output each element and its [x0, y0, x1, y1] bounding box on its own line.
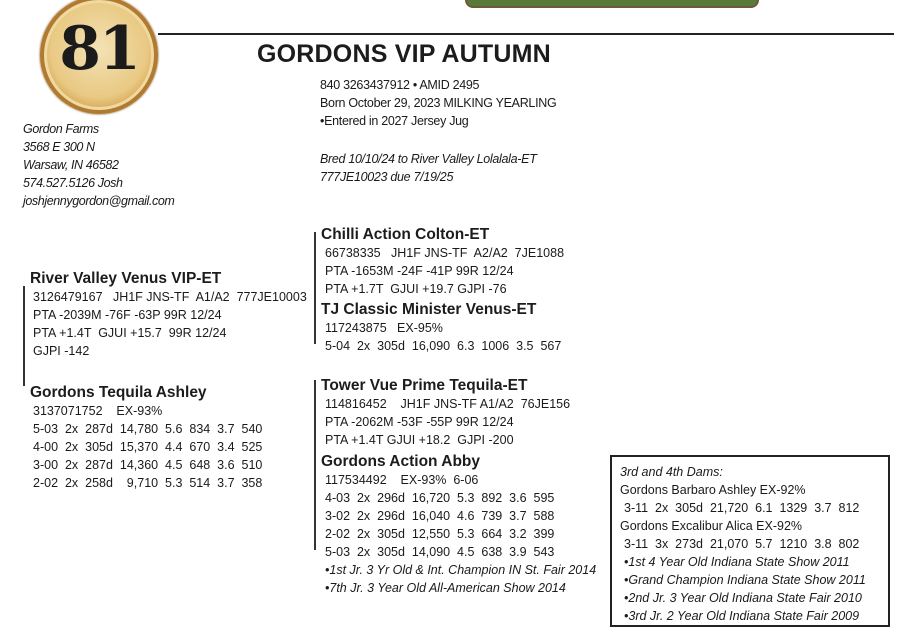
sire-sire-name: Chilli Action Colton-ET	[321, 226, 490, 243]
dam-name: Gordons Tequila Ashley	[30, 384, 207, 401]
fourth-dam-award: •Grand Champion Indiana State Show 2011	[624, 573, 866, 587]
pedigree-line-sire-dam	[23, 286, 25, 386]
bred-line: Bred 10/10/24 to River Valley Lolalala-ET	[320, 152, 537, 166]
fourth-dam-award: •3rd Jr. 2 Year Old Indiana State Fair 2009	[624, 609, 860, 623]
dam-dam-record: 2-02 2x 305d 12,550 5.3 664 3.2 399	[325, 527, 555, 541]
dam-sire-line: 114816452 JH1F JNS-TF A1/A2 76JE156	[325, 397, 571, 411]
sire-name: River Valley Venus VIP-ET	[30, 270, 222, 287]
dam-record: 3-00 2x 287d 14,360 4.5 648 3.6 510	[33, 458, 263, 472]
info-line: 840 3263437912 • AMID 2495	[320, 78, 480, 92]
sire-line: PTA -2039M -76F -63P 99R 12/24	[33, 308, 222, 322]
dams-box-heading: 3rd and 4th Dams:	[620, 465, 723, 479]
dam-record: 2-02 2x 258d 9,710 5.3 514 3.7 358	[33, 476, 263, 490]
consignor-line: Warsaw, IN 46582	[23, 158, 119, 172]
dam-dam-line: 117534492 EX-93% 6-06	[325, 473, 479, 487]
info-line: Born October 29, 2023 MILKING YEARLING	[320, 96, 557, 110]
dam-dam-record: 5-03 2x 305d 14,090 4.5 638 3.9 543	[325, 545, 555, 559]
fourth-dam-award: •1st 4 Year Old Indiana State Show 2011	[624, 555, 850, 569]
sire-dam-block	[321, 301, 561, 355]
dam-dam-award: •7th Jr. 3 Year Old All-American Show 2014	[325, 581, 566, 595]
third-fourth-dams-box	[610, 455, 890, 627]
dam-dam-record: 3-02 2x 296d 16,040 4.6 739 3.7 588	[325, 509, 555, 523]
third-dam-name: Gordons Barbaro Ashley EX-92%	[620, 483, 806, 497]
third-dam-record: 3-11 2x 305d 21,720 6.1 1329 3.7 812	[624, 501, 860, 515]
fourth-dam-name: Gordons Excalibur Alica EX-92%	[620, 519, 803, 533]
dam-block	[30, 384, 262, 492]
pedigree-line-dam-side	[314, 380, 316, 550]
dam-record: 5-03 2x 287d 14,780 5.6 834 3.7 540	[33, 422, 263, 436]
sire-dam-record: 5-04 2x 305d 16,090 6.3 1006 3.5 567	[325, 339, 562, 353]
sire-sire-block	[321, 226, 564, 298]
consignor-line: 3568 E 300 N	[23, 140, 95, 154]
dam-sire-line: PTA +1.4T GJUI +18.2 GJPI -200	[325, 433, 514, 447]
dam-sire-block	[321, 377, 570, 449]
dam-sire-line: PTA -2062M -53F -55P 99R 12/24	[325, 415, 514, 429]
fourth-dam-award: •2nd Jr. 3 Year Old Indiana State Fair 2010	[624, 591, 862, 605]
breeding-info	[320, 150, 537, 186]
lot-number: 81	[59, 14, 139, 84]
consignor-email: joshjennygordon@gmail.com	[23, 194, 175, 208]
sire-sire-line: PTA +1.7T GJUI +19.7 GJPI -76	[325, 282, 507, 296]
consignor-line: 574.527.5126 Josh	[23, 176, 123, 190]
dam-dam-award: •1st Jr. 3 Yr Old & Int. Champion IN St. Fair 2014	[325, 563, 597, 577]
sire-dam-line: 117243875 EX-95%	[325, 321, 443, 335]
dam-dam-name: Gordons Action Abby	[321, 453, 481, 470]
fourth-dam-record: 3-11 3x 273d 21,070 5.7 1210 3.8 802	[624, 537, 860, 551]
header-rule	[158, 33, 894, 35]
dam-sire-name: Tower Vue Prime Tequila-ET	[321, 377, 528, 394]
consignor-info	[23, 120, 174, 210]
animal-info	[320, 76, 556, 130]
bred-line: 777JE10023 due 7/19/25	[320, 170, 454, 184]
animal-title: GORDONS VIP AUTUMN	[257, 40, 551, 68]
lot-number-seal	[40, 0, 158, 114]
dam-dam-record: 4-03 2x 296d 16,720 5.3 892 3.6 595	[325, 491, 555, 505]
dam-dam-block	[321, 453, 596, 597]
sire-line: 3126479167 JH1F JNS-TF A1/A2 777JE10003	[33, 290, 307, 304]
sire-dam-name: TJ Classic Minister Venus-ET	[321, 301, 537, 318]
sire-sire-line: PTA -1653M -24F -41P 99R 12/24	[325, 264, 514, 278]
dam-record: 4-00 2x 305d 15,370 4.4 670 3.4 525	[33, 440, 263, 454]
sire-sire-line: 66738335 JH1F JNS-TF A2/A2 7JE1088	[325, 246, 565, 260]
info-line: •Entered in 2027 Jersey Jug	[320, 114, 469, 128]
sire-line: GJPI -142	[33, 344, 90, 358]
sire-block	[30, 270, 307, 360]
sire-line: PTA +1.4T GJUI +15.7 99R 12/24	[33, 326, 227, 340]
pedigree-line-sire-side	[314, 232, 316, 344]
dam-line: 3137071752 EX-93%	[33, 404, 163, 418]
consignor-line: Gordon Farms	[23, 122, 99, 136]
top-banner-edge	[465, 0, 759, 8]
